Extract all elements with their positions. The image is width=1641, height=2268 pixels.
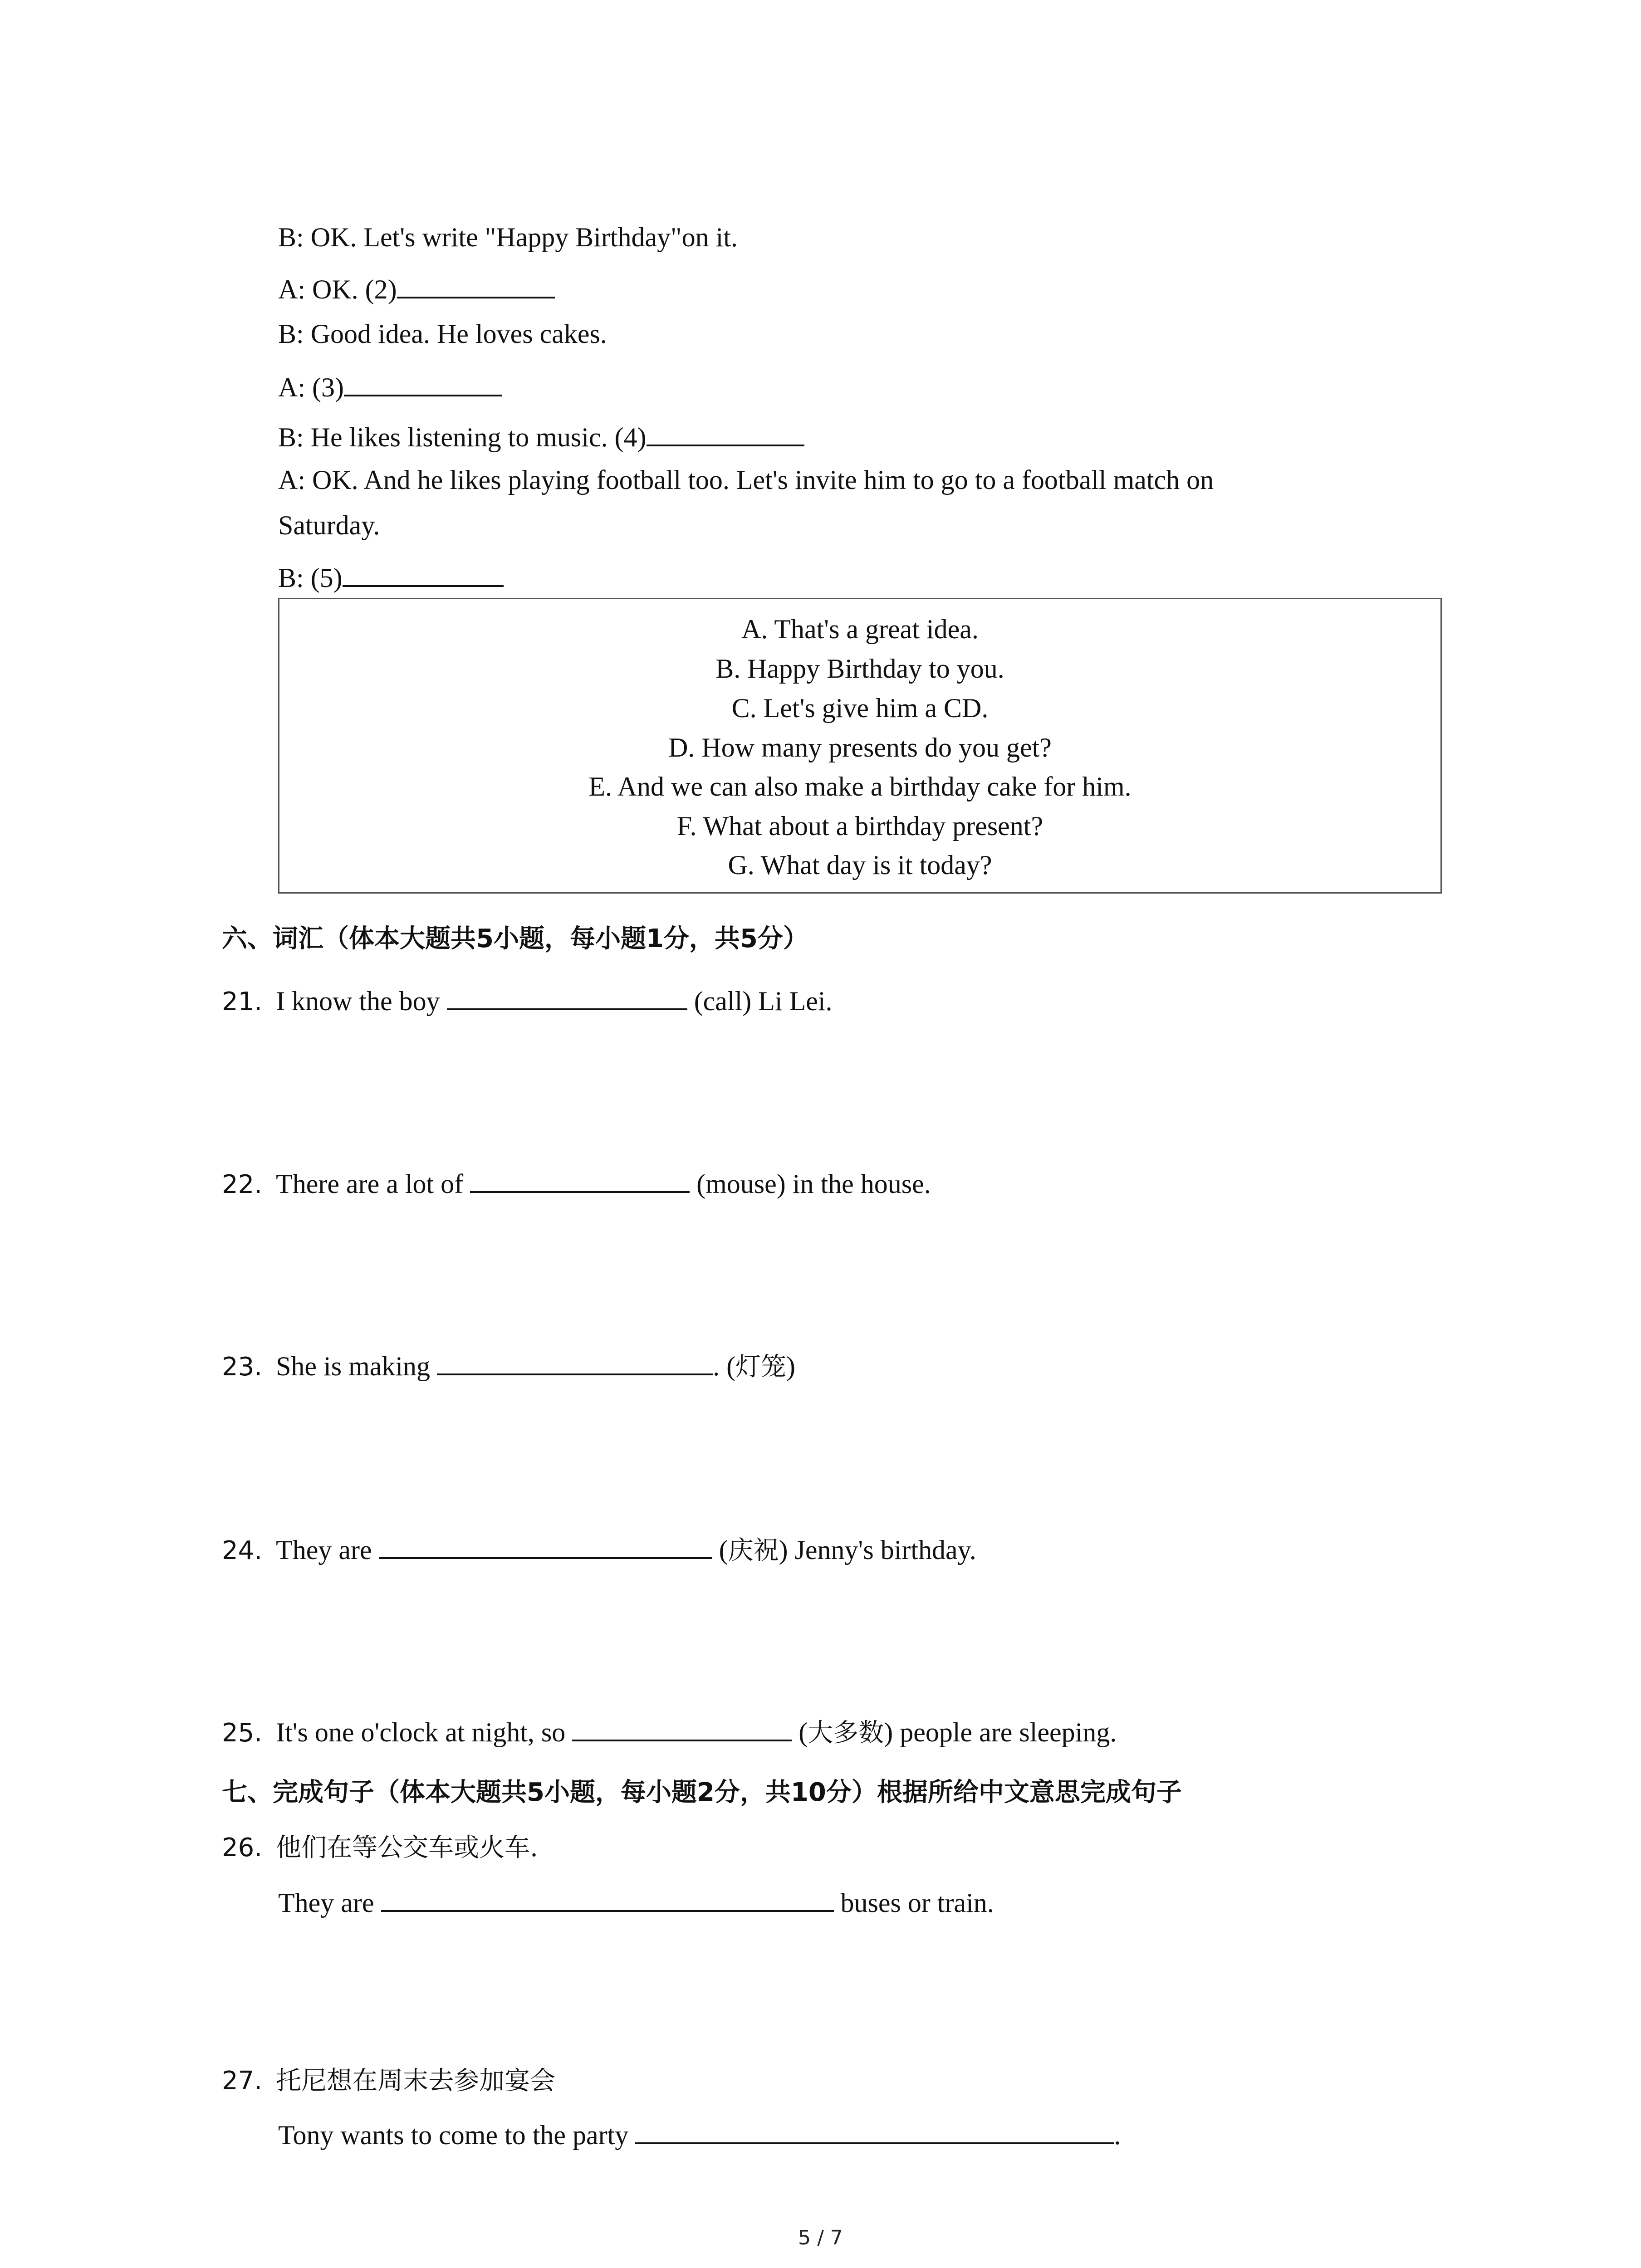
- question-text: I know the boy: [276, 986, 447, 1016]
- question-text-after: (call) Li Lei.: [687, 986, 833, 1016]
- question-text: They are: [278, 1888, 381, 1918]
- option-c: C. Let's give him a CD.: [731, 693, 989, 723]
- dialogue-line-6b: Saturday.: [278, 510, 380, 540]
- question-24: [222, 1531, 976, 1567]
- option-b: B. Happy Birthday to you.: [715, 654, 1004, 684]
- question-text-after: buses or train.: [833, 1888, 994, 1918]
- chinese-prompt: 托尼想在周末去参加宴会: [276, 2066, 556, 2096]
- dialogue-line-5-text: B: He likes listening to music. (4): [278, 422, 647, 452]
- dialogue-line-3: B: Good idea. He loves cakes.: [278, 319, 607, 349]
- question-number: 21.: [222, 987, 263, 1017]
- dialogue-line-4: [278, 368, 502, 404]
- question-27: [278, 2116, 1121, 2151]
- option-f: F. What about a birthday present?: [676, 811, 1043, 841]
- question-text-after: .: [1114, 2120, 1121, 2150]
- answer-blank-23[interactable]: [437, 1347, 713, 1375]
- chinese-hint: 灯笼: [735, 1352, 787, 1382]
- question-text-after: . (: [713, 1351, 736, 1381]
- chinese-hint: 大多数: [808, 1718, 884, 1748]
- question-text-after: (: [712, 1535, 728, 1565]
- dialogue-line-2-text: A: OK. (2): [278, 274, 397, 304]
- question-number: 24.: [222, 1536, 263, 1565]
- answer-blank-25[interactable]: [572, 1713, 792, 1741]
- chinese-prompt: 他们在等公交车或火车.: [276, 1833, 538, 1862]
- option-d: D. How many presents do you get?: [668, 733, 1052, 763]
- question-number: 27.: [222, 2066, 263, 2096]
- question-26: [278, 1884, 994, 1919]
- section-6-title: 六、词汇（体本大题共5小题，每小题1分，共5分）: [222, 924, 808, 953]
- dialogue-line-4-text: A: (3): [278, 372, 344, 402]
- answer-blank-21[interactable]: [447, 982, 687, 1010]
- question-number: 25.: [222, 1718, 263, 1748]
- options-box: [278, 598, 1442, 894]
- question-23: [222, 1347, 795, 1383]
- question-27-prompt: [222, 2064, 555, 2097]
- answer-blank-26[interactable]: [381, 1884, 834, 1912]
- question-text: It's one o'clock at night, so: [276, 1717, 573, 1747]
- question-text: She is making: [276, 1351, 437, 1381]
- section-7-title: 七、完成句子（体本大题共5小题，每小题2分，共10分）根据所给中文意思完成句子: [222, 1778, 1182, 1807]
- answer-blank-5[interactable]: [343, 559, 504, 587]
- option-g: G. What day is it today?: [728, 850, 992, 880]
- question-text: There are a lot of: [276, 1169, 470, 1199]
- question-text-tail: ): [786, 1351, 796, 1381]
- question-text-after: (mouse) in the house.: [690, 1169, 931, 1199]
- question-number: 26.: [222, 1833, 263, 1862]
- answer-blank-2[interactable]: [397, 270, 555, 298]
- question-text-tail: ) people are sleeping.: [884, 1717, 1117, 1747]
- answer-blank-4[interactable]: [647, 418, 804, 446]
- answer-blank-22[interactable]: [470, 1165, 690, 1193]
- question-text: They are: [276, 1535, 379, 1565]
- dialogue-line-7-text: B: (5): [278, 563, 343, 593]
- question-number: 22.: [222, 1170, 263, 1199]
- answer-blank-24[interactable]: [379, 1531, 712, 1559]
- question-text-after: (: [792, 1717, 808, 1747]
- dialogue-line-7: [278, 559, 504, 594]
- dialogue-line-1: B: OK. Let's write "Happy Birthday"on it.: [278, 222, 738, 252]
- page-number: 5 / 7: [798, 2226, 843, 2249]
- dialogue-line-2: [278, 270, 555, 306]
- option-a: A. That's a great idea.: [741, 614, 979, 644]
- chinese-hint: 庆祝: [728, 1536, 779, 1565]
- option-e: E. And we can also make a birthday cake for him.: [588, 772, 1132, 802]
- question-22: [222, 1165, 931, 1201]
- answer-blank-27[interactable]: [635, 2116, 1114, 2144]
- question-26-prompt: [222, 1831, 538, 1864]
- dialogue-line-5: [278, 418, 804, 454]
- dialogue-line-6a: A: OK. And he likes playing football too. Let's invite him to go to a football match on: [278, 465, 1214, 495]
- question-number: 23.: [222, 1352, 263, 1382]
- answer-blank-3[interactable]: [344, 368, 502, 396]
- question-21: [222, 982, 833, 1018]
- question-text-tail: ) Jenny's birthday.: [779, 1535, 976, 1565]
- question-25: [222, 1713, 1117, 1750]
- question-text: Tony wants to come to the party: [278, 2120, 636, 2150]
